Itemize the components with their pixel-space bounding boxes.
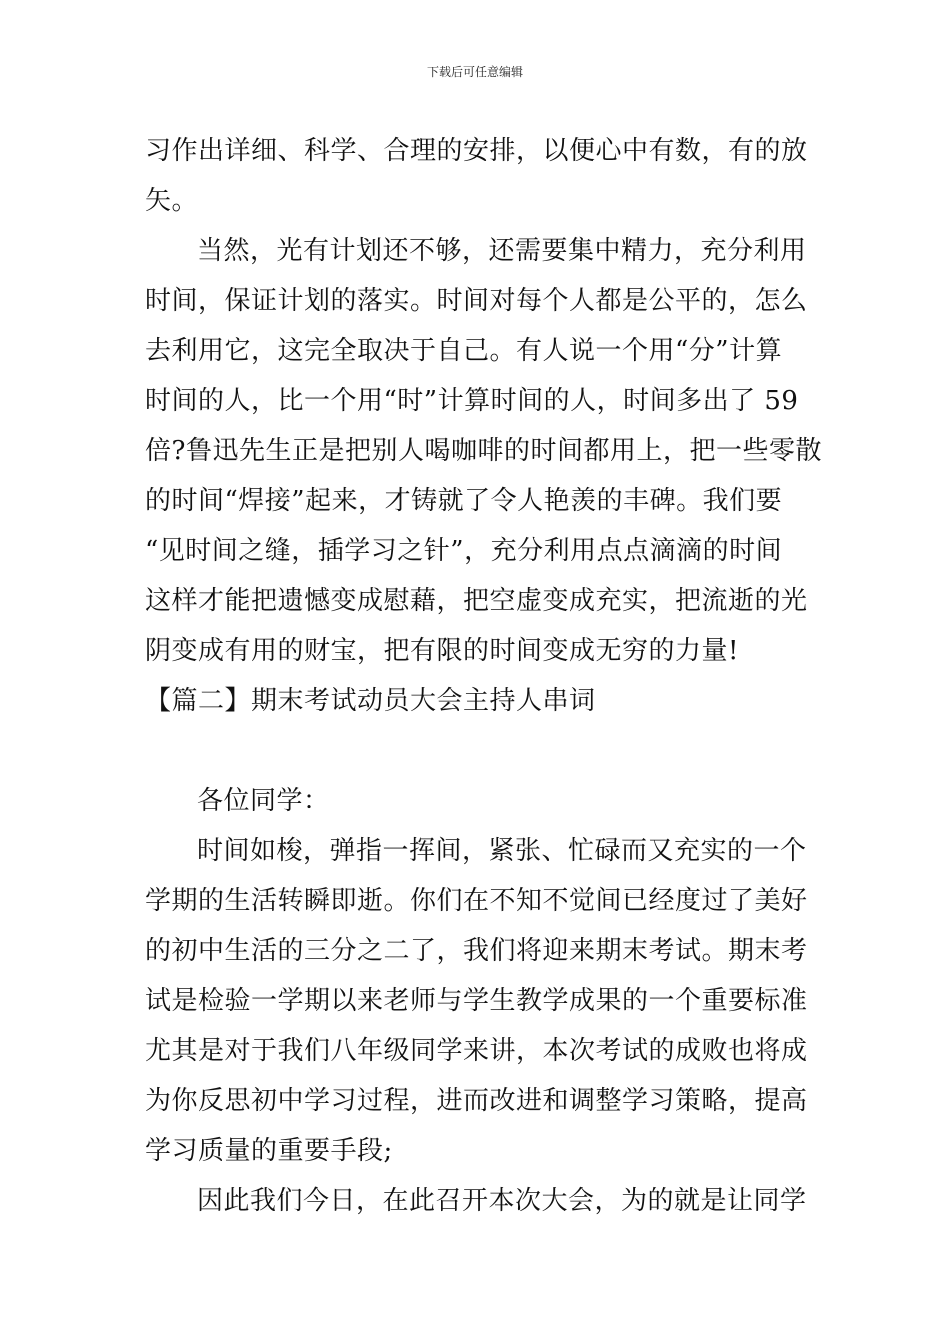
- paragraph-line: 学习质量的重要手段;: [145, 1136, 393, 1166]
- blank-line: [145, 726, 810, 776]
- page-header: 下载后可任意编辑: [426, 65, 523, 79]
- paragraph-line: 的初中生活的三分之二了，我们将迎来期末考试。期末考: [145, 936, 808, 966]
- section-heading: 【篇二】期末考试动员大会主持人串词: [145, 686, 596, 716]
- paragraph-line: 时间，保证计划的落实。时间对每个人都是公平的，怎么: [145, 286, 808, 316]
- paragraph-line: 时间的人，比一个用“时”计算时间的人，时间多出了 59: [145, 386, 799, 416]
- paragraph-line: 为你反思初中学习过程，进而改进和调整学习策略，提高: [145, 1086, 808, 1116]
- salutation: 各位同学：: [197, 786, 330, 816]
- paragraph-line: 的时间“焊接”起来，才铸就了令人艳羡的丰碑。我们要: [145, 486, 783, 516]
- paragraph-line: 习作出详细、科学、合理的安排，以便心中有数，有的放: [145, 136, 808, 166]
- paragraph-line: 去利用它，这完全取决于自己。有人说一个用“分”计算: [145, 336, 783, 366]
- document-body: [145, 126, 822, 1226]
- paragraph-line: 尤其是对于我们八年级同学来讲，本次考试的成败也将成: [145, 1036, 808, 1066]
- paragraph-line: 时间如梭，弹指一挥间，紧张、忙碌而又充实的一个: [197, 836, 807, 866]
- paragraph-line: 阴变成有用的财宝，把有限的时间变成无穷的力量!: [145, 636, 739, 666]
- paragraph-line: “见时间之缝，插学习之针”，充分利用点点滴滴的时间: [145, 536, 783, 566]
- paragraph-line: 试是检验一学期以来老师与学生教学成果的一个重要标准: [145, 986, 808, 1016]
- paragraph-line: 因此我们今日，在此召开本次大会，为的就是让同学: [197, 1186, 807, 1216]
- paragraph-line: 倍?鲁迅先生正是把别人喝咖啡的时间都用上，把一些零散: [145, 436, 822, 466]
- paragraph-line: 矢。: [145, 186, 199, 216]
- paragraph-line: 这样才能把遗憾变成慰藉，把空虚变成充实，把流逝的光: [145, 586, 808, 616]
- paragraph-line: 学期的生活转瞬即逝。你们在不知不觉间已经度过了美好: [145, 886, 808, 916]
- paragraph-line: 当然，光有计划还不够，还需要集中精力，充分利用: [197, 236, 807, 266]
